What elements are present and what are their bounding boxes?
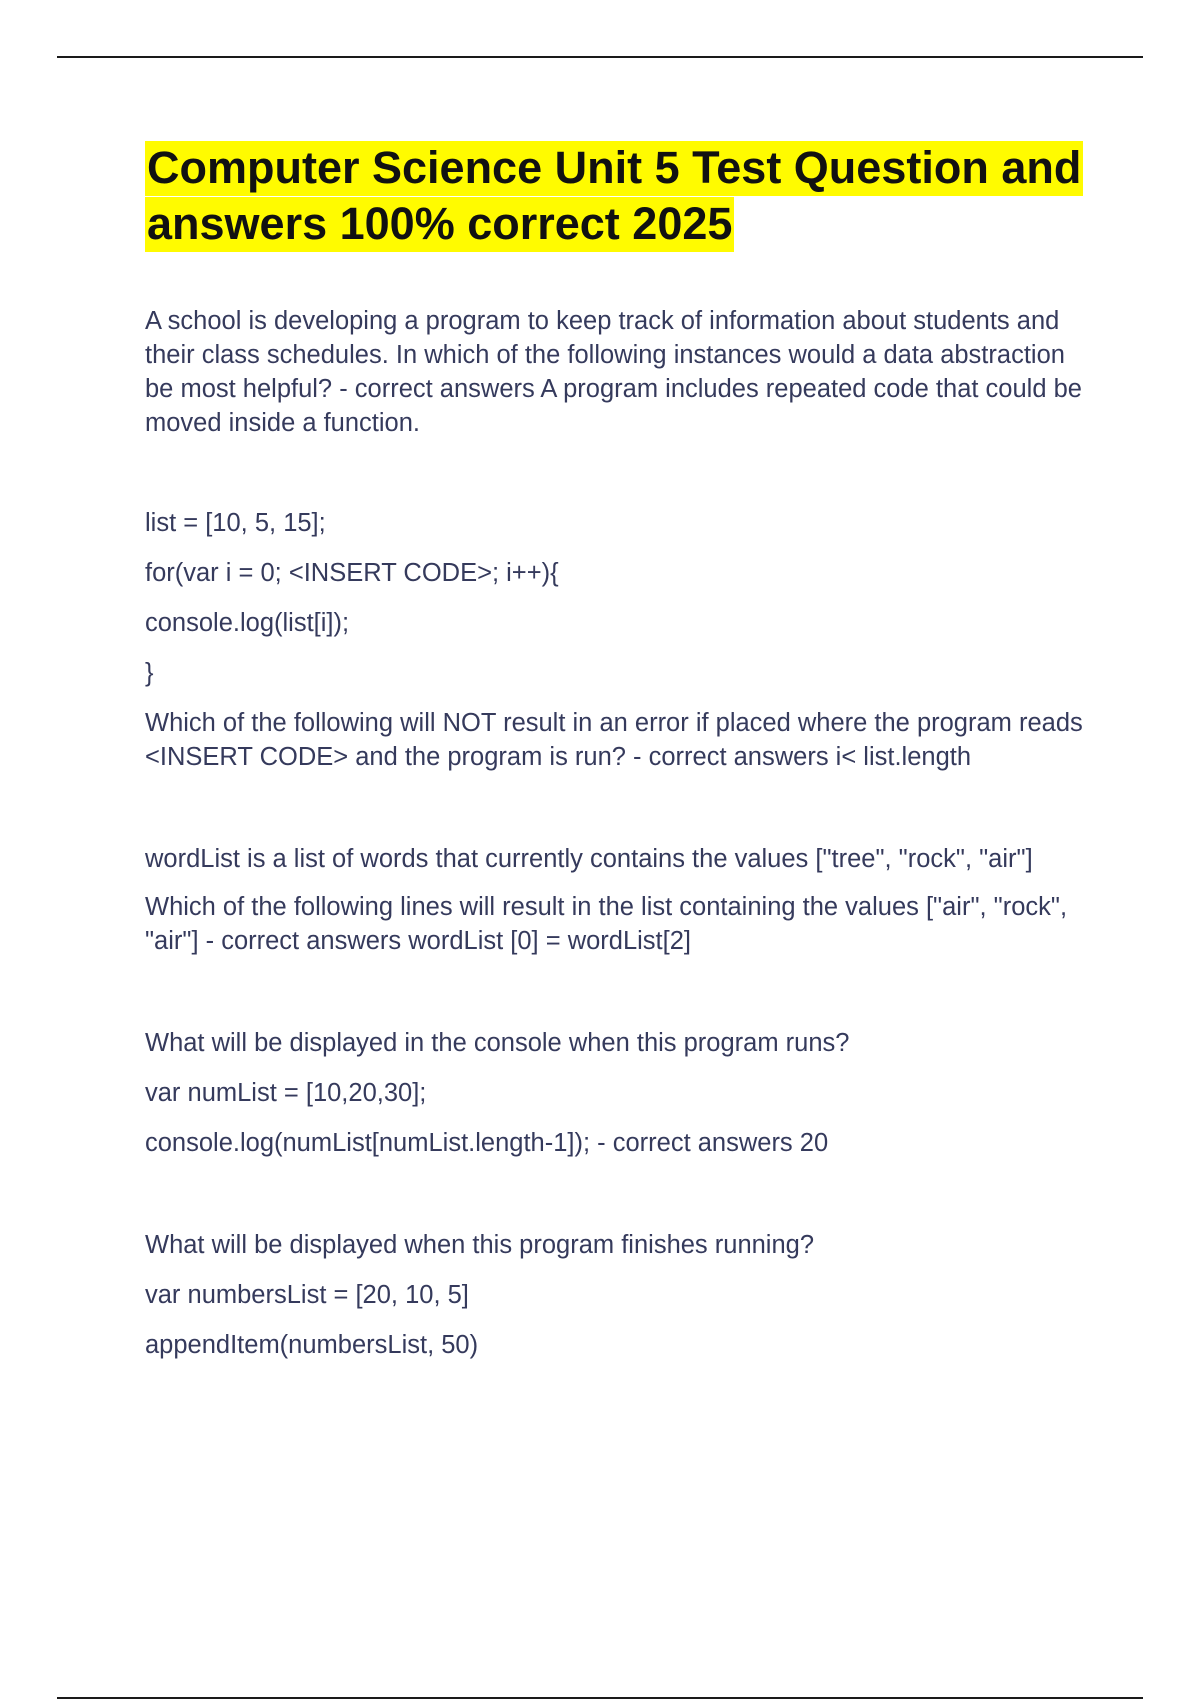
code-line: for(var i = 0; <INSERT CODE>; i++){ (145, 559, 559, 587)
code-line: var numList = [10,20,30]; (145, 1079, 427, 1107)
question-abstraction: A school is developing a program to keep track of information about students and their class schedules. In which of the following instances would a data abstraction be most helpful? - correct answers A program includes repeated code that could be moved inside a function. (145, 307, 1082, 437)
bottom-divider (57, 1697, 1143, 1699)
code-line: console.log(list[i]); (145, 609, 350, 637)
document-title (145, 140, 1085, 252)
question-finish-running: What will be displayed when this program finishes running? (145, 1231, 815, 1259)
question-insert-code: Which of the following will NOT result in an error if placed where the program reads <INSERT CODE> and the program is run? - correct answers i< list.length (145, 709, 1083, 771)
code-line: } (145, 659, 154, 687)
highlighted-title-text: Computer Science Unit 5 Test Question and answers 100% correct 2025 (145, 141, 1083, 252)
top-divider (57, 56, 1143, 58)
code-line: appendItem(numbersList, 50) (145, 1331, 479, 1359)
question-wordlist: Which of the following lines will result in the list containing the values ["air", "rock", "air"] - correct answers wordList [0] = wordList[2] (145, 893, 1068, 955)
question-console-output: What will be displayed in the console when this program runs? (145, 1029, 850, 1057)
document-body (145, 140, 1085, 1362)
question-wordlist-intro: wordList is a list of words that currently contains the values ["tree", "rock", "air"] (145, 845, 1033, 873)
code-line: var numbersList = [20, 10, 5] (145, 1281, 469, 1309)
code-line: list = [10, 5, 15]; (145, 509, 326, 537)
code-block-loop (145, 506, 1085, 690)
code-line-with-answer: console.log(numList[numList.length-1]); - correct answers 20 (145, 1129, 829, 1157)
